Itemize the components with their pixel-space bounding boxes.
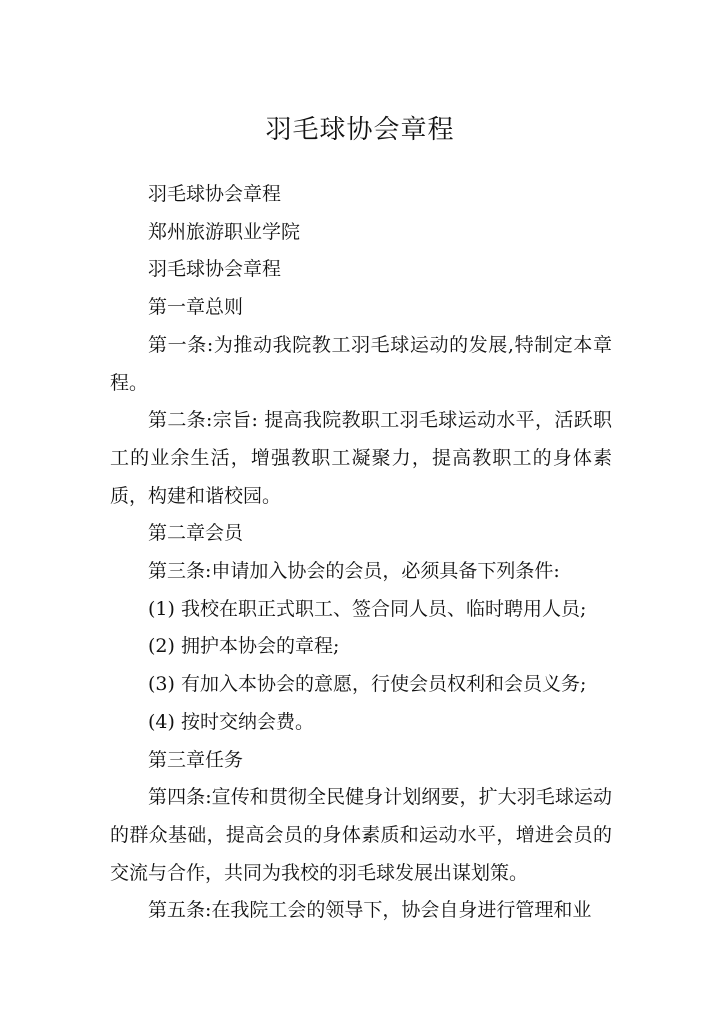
document-title: 羽毛球协会章程	[265, 115, 455, 145]
article-4: 第四条:宣传和贯彻全民健身计划纲要，扩大羽毛球运动的群众基础，提高会员的身体素质和运动水平，增进会员的交流与合作，共同为我校的羽毛球发展出谋划策。	[110, 786, 612, 884]
paragraph-heading-association: 羽毛球协会章程	[148, 183, 282, 205]
chapter-2-heading: 第二章会员	[148, 522, 244, 545]
paragraph-heading-charter: 羽毛球协会章程	[148, 258, 282, 281]
condition-2: (2) 拥护本协会的章程;	[148, 635, 340, 658]
article-2: 第二条:宗旨: 提高我院教职工羽毛球运动水平，活跃职工的业余生活，增强教职工凝聚力，提高教职工的身体素质，构建和谐校园。	[110, 409, 612, 507]
article-5: 第五条:在我院工会的领导下，协会自身进行管理和业	[148, 899, 592, 922]
chapter-1-heading: 第一章总则	[148, 296, 244, 319]
document-body	[110, 176, 612, 930]
article-3: 第三条:申请加入协会的会员，必须具备下列条件:	[148, 560, 560, 583]
paragraph-school-name: 郑州旅游职业学院	[148, 220, 301, 243]
condition-3: (3) 有加入本协会的意愿，行使会员权利和会员义务;	[148, 673, 587, 696]
article-1: 第一条:为推动我院教工羽毛球运动的发展,特制定本章程。	[110, 333, 612, 394]
condition-1: (1) 我校在职正式职工、签合同人员、临时聘用人员;	[148, 597, 587, 620]
chapter-3-heading: 第三章任务	[148, 748, 244, 771]
condition-4: (4) 按时交纳会费。	[148, 710, 314, 733]
